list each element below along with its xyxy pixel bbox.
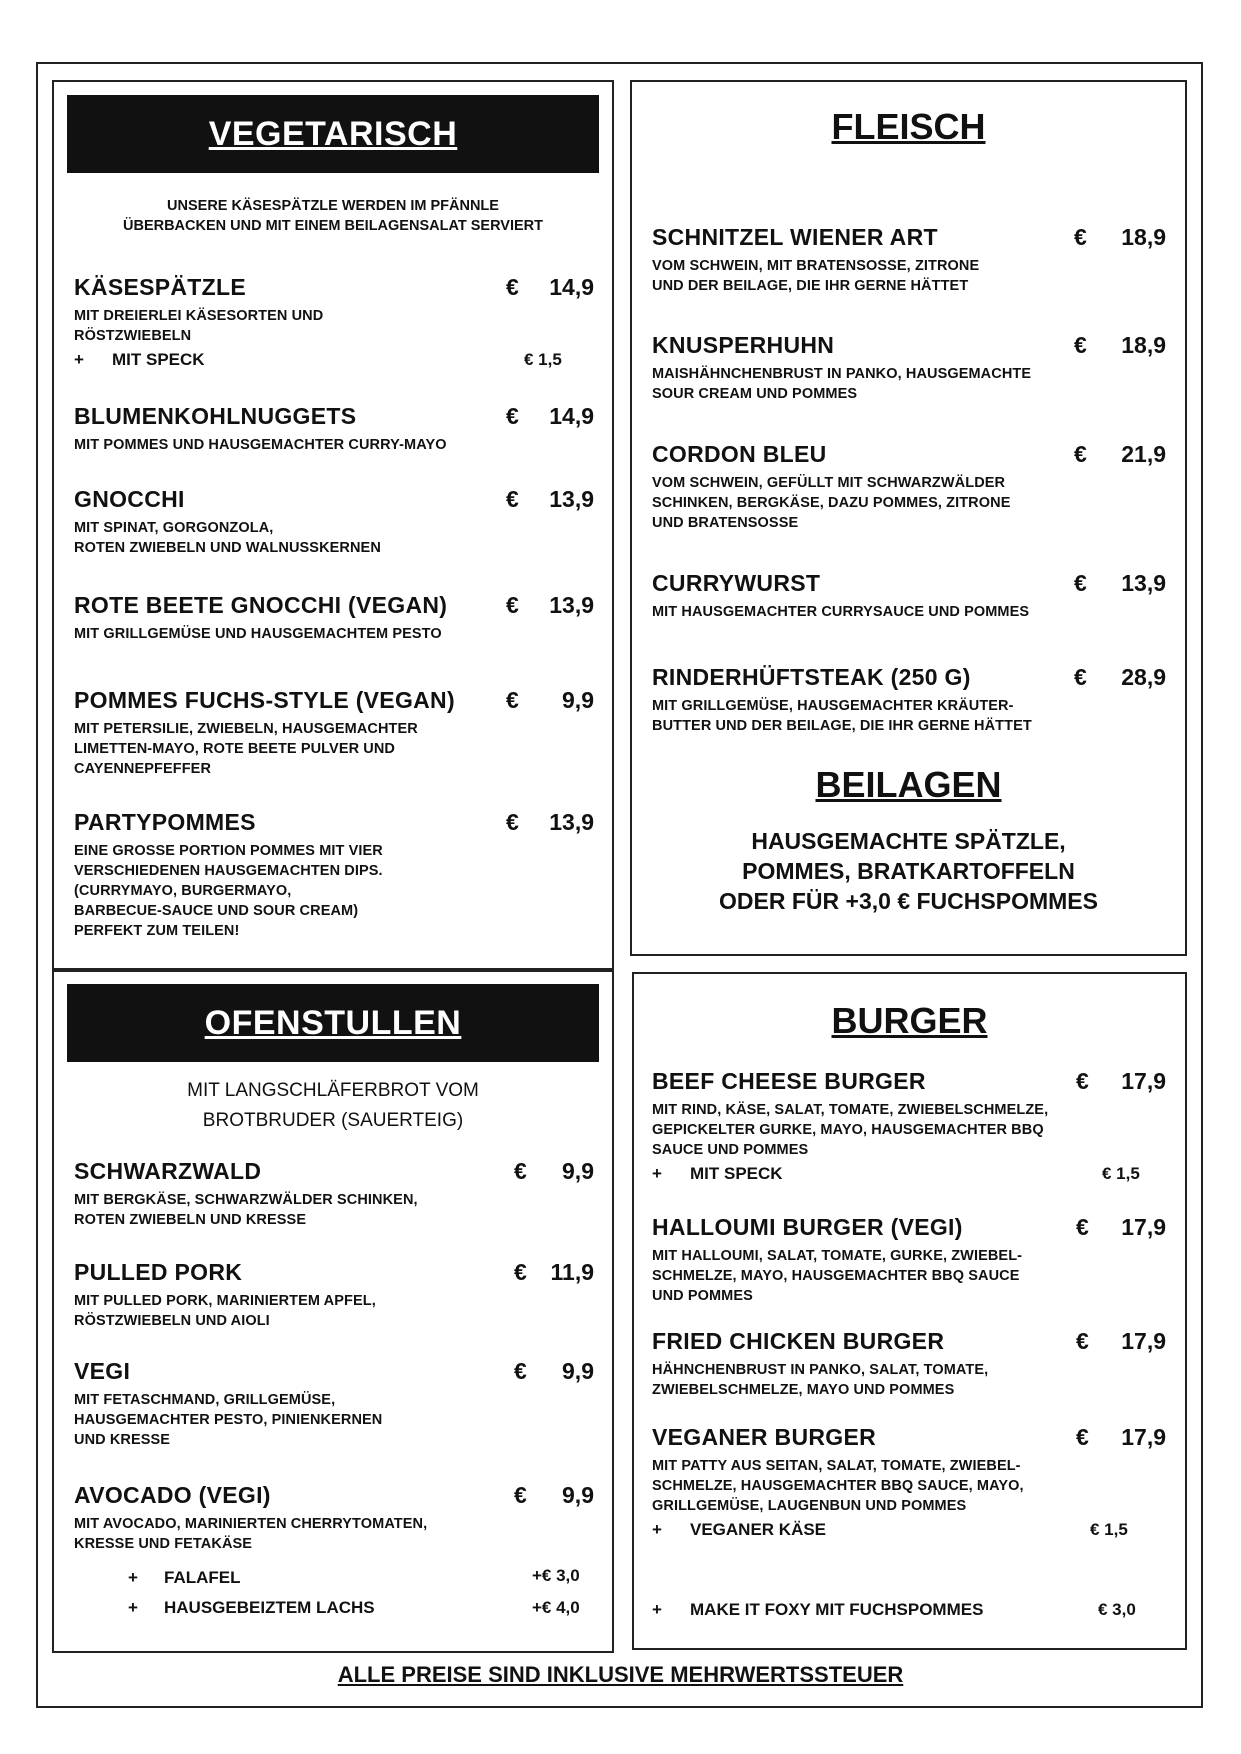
extra-plus: + <box>652 1520 662 1539</box>
item-price: 14,9 <box>549 403 594 429</box>
item-currency: € <box>514 1482 527 1508</box>
item-currency: € <box>506 486 519 512</box>
item-price: 9,9 <box>562 1482 594 1508</box>
item-description: MIT RIND, KÄSE, SALAT, TOMATE, ZWIEBELSCHMELZE, GEPICKELTER GURKE, MAYO, HAUSGEMACHTER BBQ SAUCE UND POMMES <box>652 1102 1049 1158</box>
vegetarisch-intro-line1: UNSERE KÄSESPÄTZLE WERDEN IM PFÄNNLE <box>167 198 499 214</box>
beilagen-line2: POMMES, BRATKARTOFFELN <box>742 858 1075 884</box>
menu-item-cordon-bleu <box>652 441 1166 531</box>
menu-item-avocado <box>74 1482 594 1552</box>
item-price: 21,9 <box>1121 441 1166 467</box>
menu-item-kaesespaetzle <box>74 274 594 374</box>
item-description: MIT BERGKÄSE, SCHWARZWÄLDER SCHINKEN, ROTEN ZWIEBELN UND KRESSE <box>74 1192 418 1228</box>
item-currency: € <box>1074 664 1087 690</box>
item-price: 17,9 <box>1121 1424 1166 1450</box>
item-description: MIT FETASCHMAND, GRILLGEMÜSE, HAUSGEMACHTER PESTO, PINIENKERNEN UND KRESSE <box>74 1392 383 1448</box>
menu-item-schwarzwald <box>74 1158 594 1228</box>
item-price: 9,9 <box>562 687 594 713</box>
item-name: CURRYWURST <box>652 570 821 596</box>
item-description: MIT HALLOUMI, SALAT, TOMATE, GURKE, ZWIEBEL- SCHMELZE, MAYO, HAUSGEMACHTER BBQ SAUCE UND POMMES <box>652 1248 1023 1304</box>
foxy-price: € 3,0 <box>1098 1600 1136 1619</box>
item-description: MIT GRILLGEMÜSE UND HAUSGEMACHTEM PESTO <box>74 626 442 642</box>
item-name: SCHNITZEL WIENER ART <box>652 224 938 250</box>
vat-footer: ALLE PREISE SIND INKLUSIVE MEHRWERTSSTEUER <box>337 1662 904 1687</box>
item-currency: € <box>1074 570 1087 596</box>
menu-item-gnocchi <box>74 486 594 556</box>
foxy-label: MAKE IT FOXY MIT FUCHSPOMMES <box>690 1600 984 1619</box>
item-price: 13,9 <box>549 486 594 512</box>
item-name: GNOCCHI <box>74 486 185 512</box>
item-currency: € <box>1076 1424 1089 1450</box>
menu-item-halloumi-burger <box>652 1214 1166 1304</box>
item-price: 17,9 <box>1121 1214 1166 1240</box>
ofenstullen-intro <box>67 1076 599 1136</box>
beilagen-text <box>630 826 1187 916</box>
extra-plus: + <box>128 1568 138 1587</box>
menu-item-partypommes <box>74 809 594 944</box>
item-name: HALLOUMI BURGER (VEGI) <box>652 1214 963 1240</box>
item-price: 17,9 <box>1121 1328 1166 1354</box>
item-price: 9,9 <box>562 1358 594 1384</box>
item-name: AVOCADO (VEGI) <box>74 1482 271 1508</box>
item-name: BLUMENKOHLNUGGETS <box>74 403 357 429</box>
item-price: 13,9 <box>549 592 594 618</box>
extra-falafel-price: +€ 3,0 <box>532 1566 580 1585</box>
extra-falafel-label: FALAFEL <box>164 1568 241 1587</box>
item-currency: € <box>1076 1214 1089 1240</box>
fleisch-title: FLEISCH <box>831 106 986 147</box>
extra-label: MIT SPECK <box>690 1164 783 1183</box>
item-name: VEGANER BURGER <box>652 1424 877 1450</box>
item-name: ROTE BEETE GNOCCHI (VEGAN) <box>74 592 448 618</box>
extra-lachs-label: HAUSGEBEIZTEM LACHS <box>164 1598 375 1617</box>
extra-price: € 1,5 <box>1102 1164 1140 1183</box>
ofenstullen-intro-line1: MIT LANGSCHLÄFERBROT VOM <box>187 1080 479 1101</box>
item-currency: € <box>506 274 519 300</box>
item-currency: € <box>506 592 519 618</box>
ofenstullen-title: OFENSTULLEN <box>204 1004 462 1042</box>
item-name: KÄSESPÄTZLE <box>74 274 246 300</box>
item-price: 13,9 <box>1121 570 1166 596</box>
foxy-plus: + <box>652 1600 662 1619</box>
item-name: FRIED CHICKEN BURGER <box>652 1328 945 1354</box>
item-currency: € <box>1076 1068 1089 1094</box>
item-description: MIT POMMES UND HAUSGEMACHTER CURRY-MAYO <box>74 437 447 453</box>
item-name: SCHWARZWALD <box>74 1158 262 1184</box>
vegetarisch-title: VEGETARISCH <box>208 115 458 153</box>
menu-item-fried-chicken-burger <box>652 1328 1166 1398</box>
extra-label: MIT SPECK <box>112 350 205 369</box>
menu-item-schnitzel <box>652 224 1166 294</box>
item-price: 9,9 <box>562 1158 594 1184</box>
item-name: VEGI <box>74 1358 131 1384</box>
item-currency: € <box>1074 332 1087 358</box>
item-price: 18,9 <box>1121 332 1166 358</box>
item-description: HÄHNCHENBRUST IN PANKO, SALAT, TOMATE, ZWIEBELSCHMELZE, MAYO UND POMMES <box>652 1362 989 1398</box>
menu-item-pommes-fuchs-style <box>74 687 594 777</box>
item-currency: € <box>1074 224 1087 250</box>
item-price: 14,9 <box>549 274 594 300</box>
menu-item-knusperhuhn <box>652 332 1166 402</box>
item-description: MIT PULLED PORK, MARINIERTEM APFEL, RÖSTZWIEBELN UND AIOLI <box>74 1293 376 1329</box>
menu-item-rinderhueftsteak <box>652 664 1166 734</box>
item-description: MIT PATTY AUS SEITAN, SALAT, TOMATE, ZWIEBEL- SCHMELZE, HAUSGEMACHTER BBQ SAUCE, MAYO, GRILLGEMÜSE, LAUGENBUN UND POMMES <box>652 1458 1024 1514</box>
menu-item-rote-beete-gnocchi <box>74 592 594 652</box>
menu-item-veganer-burger <box>652 1424 1166 1544</box>
menu-item-beef-cheese-burger <box>652 1068 1166 1188</box>
item-price: 17,9 <box>1121 1068 1166 1094</box>
menu-item-vegi <box>74 1358 594 1448</box>
extra-price: € 1,5 <box>1090 1520 1128 1539</box>
item-description: VOM SCHWEIN, GEFÜLLT MIT SCHWARZWÄLDER SCHINKEN, BERGKÄSE, DAZU POMMES, ZITRONE UND BRATENSOSSE <box>652 475 1011 531</box>
item-description: MIT DREIERLEI KÄSESORTEN UND RÖSTZWIEBELN <box>74 308 324 344</box>
item-description: EINE GROSSE PORTION POMMES MIT VIER VERSCHIEDENEN HAUSGEMACHTEN DIPS. (CURRYMAYO, BURGERMAYO, BARBECUE-SAUCE UND SOUR CREAM) PERFEKT ZUM TEILEN! <box>74 843 383 939</box>
extra-plus: + <box>652 1164 662 1183</box>
item-price: 11,9 <box>550 1259 594 1285</box>
burger-title: BURGER <box>831 1000 988 1041</box>
item-currency: € <box>1074 441 1087 467</box>
item-description: MIT PETERSILIE, ZWIEBELN, HAUSGEMACHTER LIMETTEN-MAYO, ROTE BEETE PULVER UND CAYENNEPFEFFER <box>74 721 418 777</box>
item-name: RINDERHÜFTSTEAK (250 G) <box>652 664 971 690</box>
item-currency: € <box>514 1358 527 1384</box>
ofenstullen-intro-line2: BROTBRUDER (SAUERTEIG) <box>202 1110 464 1131</box>
menu-item-blumenkohlnuggets <box>74 403 594 463</box>
item-description: MAISHÄHNCHENBRUST IN PANKO, HAUSGEMACHTE SOUR CREAM UND POMMES <box>652 366 1032 402</box>
extra-price: € 1,5 <box>524 350 562 369</box>
item-description: MIT SPINAT, GORGONZOLA, ROTEN ZWIEBELN UND WALNUSSKERNEN <box>74 520 381 556</box>
extra-plus: + <box>128 1598 138 1617</box>
item-name: PARTYPOMMES <box>74 809 256 835</box>
menu-item-pulled-pork <box>74 1259 594 1329</box>
item-currency: € <box>1076 1328 1089 1354</box>
vegetarisch-intro <box>67 196 599 236</box>
item-description: MIT GRILLGEMÜSE, HAUSGEMACHTER KRÄUTER- BUTTER UND DER BEILAGE, DIE IHR GERNE HÄTTET <box>652 698 1032 734</box>
item-name: POMMES FUCHS-STYLE (VEGAN) <box>74 687 455 713</box>
item-currency: € <box>506 809 519 835</box>
item-name: BEEF CHEESE BURGER <box>652 1068 926 1094</box>
item-currency: € <box>514 1158 527 1184</box>
item-currency: € <box>506 687 519 713</box>
ofenstullen-banner <box>67 984 599 1062</box>
vegetarisch-banner <box>67 95 599 173</box>
item-price: 13,9 <box>549 809 594 835</box>
vegetarisch-intro-line2: ÜBERBACKEN UND MIT EINEM BEILAGENSALAT SERVIERT <box>123 218 543 234</box>
menu-item-currywurst <box>652 570 1166 630</box>
beilagen-line1: HAUSGEMACHTE SPÄTZLE, <box>751 828 1066 854</box>
item-name: KNUSPERHUHN <box>652 332 835 358</box>
item-name: CORDON BLEU <box>652 441 827 467</box>
item-currency: € <box>514 1259 527 1285</box>
item-currency: € <box>506 403 519 429</box>
item-description: MIT HAUSGEMACHTER CURRYSAUCE UND POMMES <box>652 604 1030 620</box>
extra-label: VEGANER KÄSE <box>690 1520 827 1539</box>
item-description: VOM SCHWEIN, MIT BRATENSOSSE, ZITRONE UND DER BEILAGE, DIE IHR GERNE HÄTTET <box>652 258 980 294</box>
item-description: MIT AVOCADO, MARINIERTEN CHERRYTOMATEN, KRESSE UND FETAKÄSE <box>74 1516 428 1552</box>
item-price: 28,9 <box>1121 664 1166 690</box>
beilagen-title: BEILAGEN <box>815 764 1002 805</box>
beilagen-line3: ODER FÜR +3,0 € FUCHSPOMMES <box>719 888 1098 914</box>
extra-lachs-price: +€ 4,0 <box>532 1598 580 1617</box>
item-price: 18,9 <box>1121 224 1166 250</box>
extra-plus: + <box>74 350 84 369</box>
item-name: PULLED PORK <box>74 1259 243 1285</box>
